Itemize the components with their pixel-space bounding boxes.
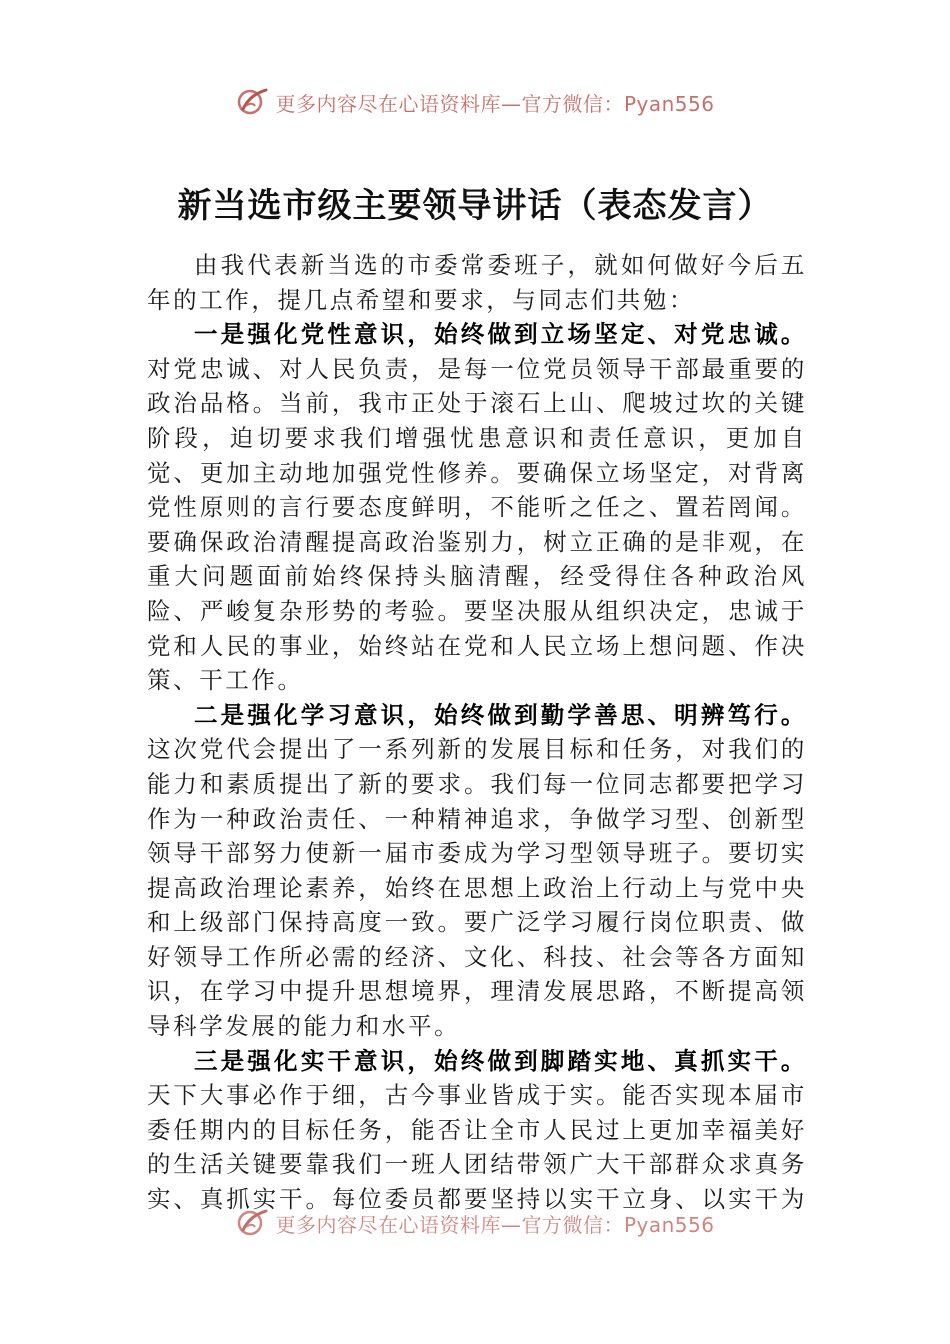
watermark-text: 更多内容尽在心语资料库—官方微信：Pyan556 [275, 91, 715, 116]
section-text-3: 天下大事必作于细，古今事业皆成于实。能否实现本届市委任期内的目标任务，能否让全市人民过上更加幸福美好的生活关键要靠我们一班人团结带领广大干部群众求真务实、真抓实干。每位委员都要坚持以实干立身、以实干为 [147, 1081, 807, 1214]
section-heading-2: 二是强化学习意识，始终做到勤学善思、明辨笃行。 [194, 700, 807, 729]
watermark-footer [0, 1201, 950, 1245]
section-text-2: 这次党代会提出了一系列新的发展目标和任务，对我们的能力和素质提出了新的要求。我们每一位同志都要把学习作为一种政治责任、一种精神追求，争做学习型、创新型领导干部努力使新一届市委成为学习型领导班子。要切实提高政治理论素养，始终在思想上政治上行动上与党中央和上级部门保持高度一致。要广泛学习履行岗位职责、做好领导工作所必需的经济、文化、科技、社会等各方面知识，在学习中提升思想境界，理清发展思路，不断提高领导科学发展的能力和水平。 [147, 735, 807, 1041]
section-text-1: 对党忠诚、对人民负责，是每一位党员领导干部最重要的政治品格。当前，我市正处于滚石上山、爬坡过坎的关键阶段，迫切要求我们增强忧患意识和责任意识，更加自觉、更加主动地加强党性修养。要确保立场坚定，对背离党性原则的言行要态度鲜明，不能听之任之、置若罔闻。要确保政治清醒提高政治鉴别力，树立正确的是非观，在重大问题面前始终保持头脑清醒，经受得住各种政治风险、严峻复杂形势的考验。要坚决服从组织决定，忠诚于党和人民的事业，始终站在党和人民立场上想问题、作决策、干工作。 [147, 354, 807, 695]
page-title: 新当选市级主要领导讲话（表态发言） [177, 186, 773, 226]
section-paragraph-3 [147, 1044, 807, 1215]
intro-paragraph: 由我代表新当选的市委常委班子，就如何做好今后五年的工作，提几点希望和要求，与同志们共勉： [147, 251, 807, 314]
watermark-text: 更多内容尽在心语资料库—官方微信：Pyan556 [275, 1212, 715, 1237]
logo-icon [235, 1208, 269, 1238]
document-body [147, 248, 807, 1215]
section-paragraph-1 [147, 317, 807, 698]
section-heading-1: 一是强化党性意识，始终做到立场坚定、对党忠诚。 [194, 320, 807, 349]
section-heading-3: 三是强化实干意识，始终做到脚踏实地、真抓实干。 [194, 1046, 807, 1075]
section-paragraph-2 [147, 698, 807, 1044]
